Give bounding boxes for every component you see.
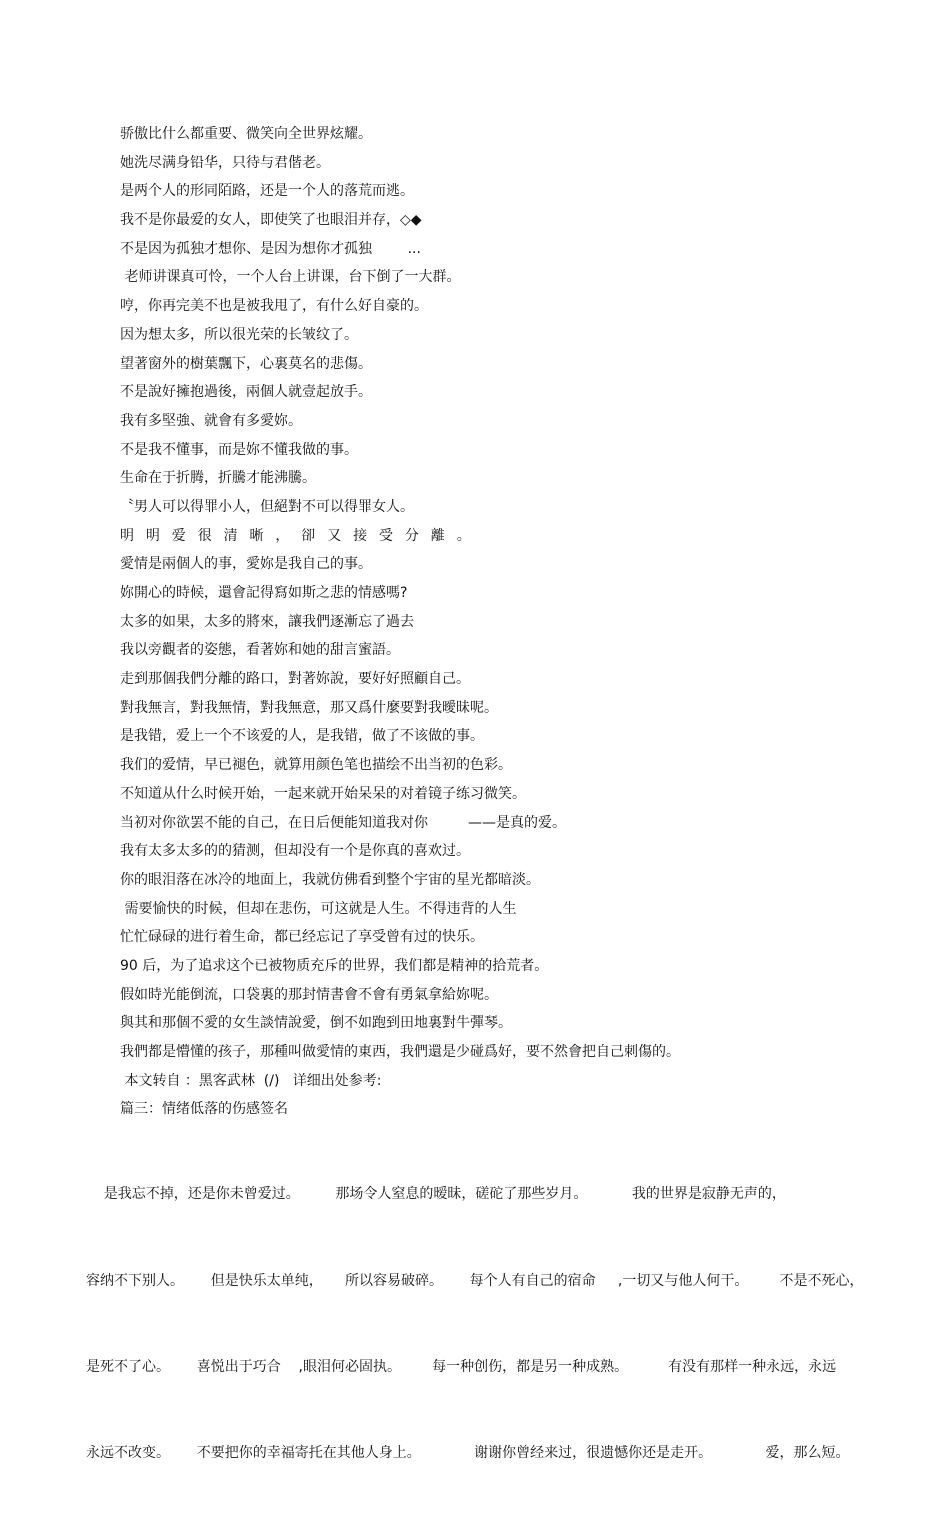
paragraph-line: 永远不改变。 不要把你的幸福寄托在其他人身上。 谢谢你曾经来过，很遗憾你还是走开。 爱，那么短。 [86, 1444, 850, 1461]
text-line: 是我错，爱上一个不该爱的人，是我错，做了不该做的事。 [120, 728, 484, 745]
paragraph-line: 是我忘不掉，还是你未曾爱过。 那场令人窒息的暧昧，磋砣了那些岁月。 我的世界是寂静无声的， [86, 1186, 786, 1203]
text-line: 是两个人的形同陌路，还是一个人的落荒而逃。 [120, 183, 414, 200]
text-line: 我以旁觀者的姿態，看著妳和她的甜言蜜語。 [120, 642, 400, 659]
text-line: 需要愉快的时候，但却在悲伤，可这就是人生。不得违背的人生 [120, 900, 517, 917]
text-line: 因为想太多，所以很光荣的长皱纹了。 [120, 326, 358, 343]
text-line: 明明爱很清晰，卻又接受分離。 [120, 527, 483, 544]
text-line: 骄傲比什么都重要、微笑向全世界炫耀。 [120, 126, 372, 142]
text-line: 我不是你最爱的女人，即使笑了也眼泪并存，◇◆ [120, 212, 422, 229]
text-line: 望著窗外的樹葉飄下，心裏莫名的悲傷。 [120, 355, 372, 372]
text-line: 對我無言，對我無情，對我無意，那又爲什麼要對我曖昧呢。 [120, 699, 498, 716]
text-line: 生命在于折腾，折騰才能沸騰。 [120, 470, 316, 487]
text-line: 老师讲课真可怜，一个人台上讲课，台下倒了一大群。 [120, 269, 461, 286]
text-line: 不是說好擁抱過後，兩個人就壹起放手。 [120, 384, 372, 401]
text-line: 忙忙碌碌的进行着生命，都已经忘记了享受曾有过的快乐。 [120, 929, 484, 946]
text-line: 我有太多太多的的猜测，但却没有一个是你真的喜欢过。 [120, 843, 470, 860]
paragraph-line: 是死不了心。 喜悦出于巧合 ,眼泪何必固执。 每一种创伤，都是另一种成熟。 有没有那样一种永远，永远 [86, 1358, 837, 1375]
text-line: 我们的爱情，早已褪色，就算用颜色笔也描绘不出当初的色彩。 [120, 757, 512, 774]
text-line: 不是因为孤独才想你、是因为想你才孤独 ... [120, 240, 421, 257]
text-line: 不知道从什么时候开始，一起来就开始呆呆的对着镜子练习微笑。 [120, 785, 526, 802]
text-line: 她洗尽满身铅华，只待与君偕老。 [120, 154, 330, 171]
text-line: 当初对你欲罢不能的自己，在日后便能知道我对你 ——是真的爱。 [120, 814, 567, 831]
text-line: 你的眼泪落在冰冷的地面上，我就仿佛看到整个宇宙的星光都暗淡。 [120, 871, 540, 888]
source-note: 本文转自 ：黑客武林 (/) 详细出处参考: [120, 1072, 382, 1089]
text-line: 不是我不懂事，而是妳不懂我做的事。 [120, 441, 358, 458]
text-line: 90 后，为了追求这个已被物质充斥的世界，我们都是精神的拾荒者。 [120, 957, 549, 974]
text-line: 假如時光能倒流，口袋裏的那封情書會不會有勇氣拿給妳呢。 [120, 986, 498, 1003]
text-line: 我們都是懵懂的孩子，那種叫做愛情的東西，我們還是少碰爲好，要不然會把自己刺傷的。 [120, 1044, 680, 1060]
text-line: 〝男人可以得罪小人，但絕對不可以得罪女人。 [120, 498, 414, 515]
text-line: 哼，你再完美不也是被我甩了，有什么好自豪的。 [120, 298, 428, 315]
text-line: 我有多堅強、就會有多愛妳。 [120, 412, 302, 429]
section-heading: 篇三：情绪低落的伤感签名 [120, 1101, 288, 1118]
text-line: 妳開心的時候，還會記得寫如斯之悲的情感嗎? [120, 585, 408, 601]
paragraph-line: 容纳不下别人。 但是快乐太单纯， 所以容易破碎。 每个人有自己的宿命 ,一切又与他人何干。 不是不死心， [86, 1272, 864, 1289]
text-line: 太多的如果，太多的將來，讓我們逐漸忘了過去 [120, 613, 414, 630]
signature-lines [120, 120, 880, 1124]
text-line: 與其和那個不愛的女生談情說愛，倒不如跑到田地裏對牛彈琴。 [120, 1015, 512, 1032]
text-line: 愛情是兩個人的事，愛妳是我自己的事。 [120, 556, 372, 573]
text-line: 走到那個我們分離的路口，對著妳說，要好好照顧自己。 [120, 671, 470, 688]
closing-paragraph [86, 1123, 864, 1525]
